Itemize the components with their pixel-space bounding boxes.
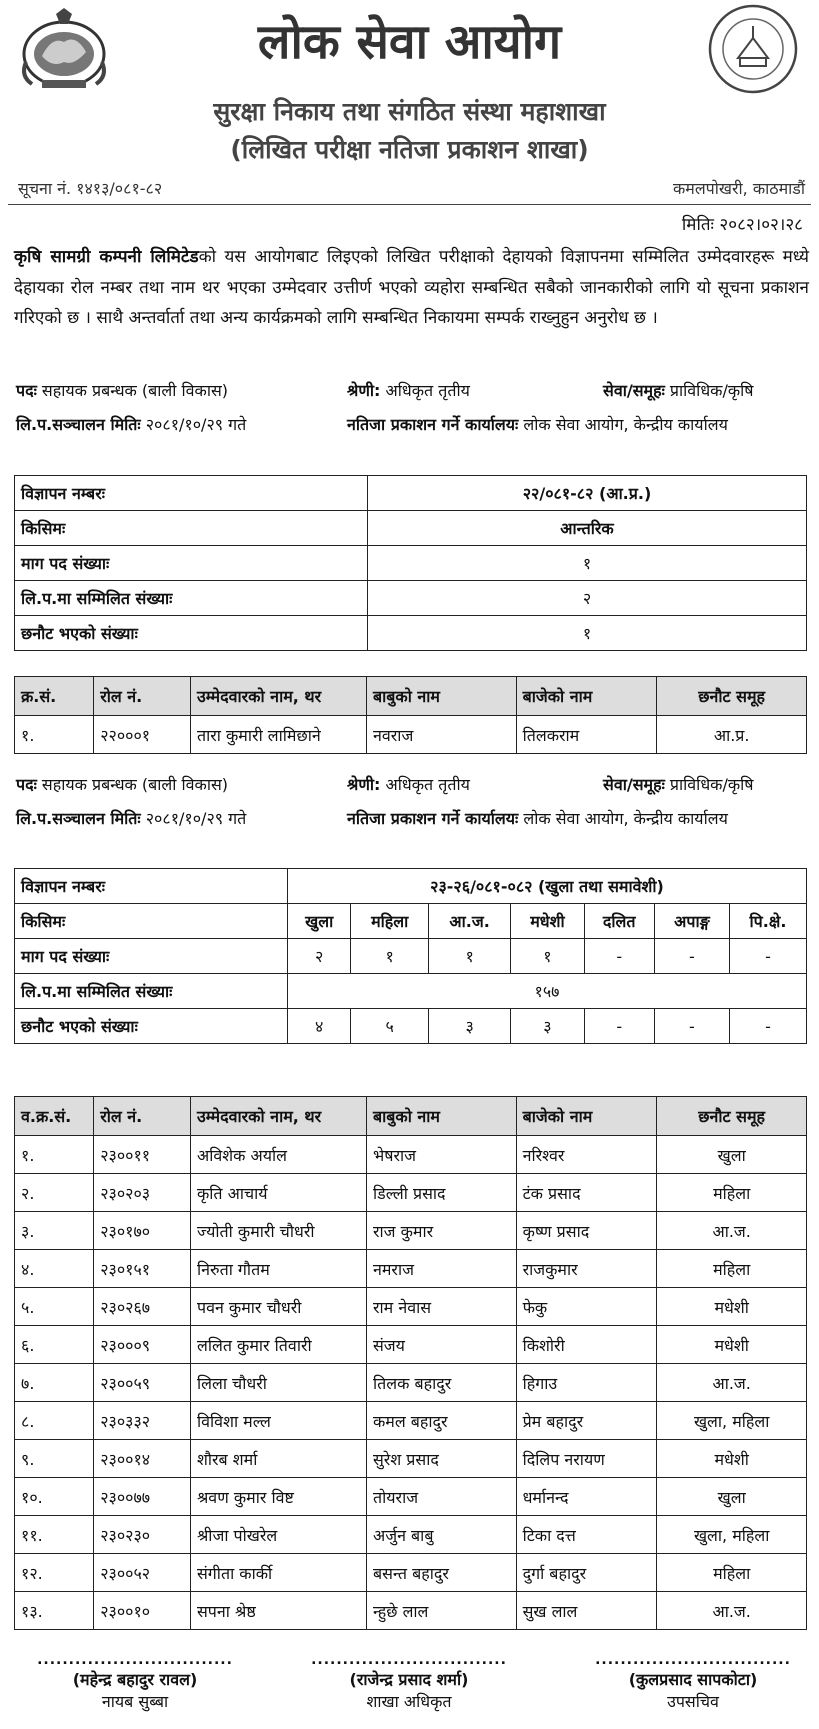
table-cell: कृति आचार्य (190, 1174, 366, 1212)
table-cell: न्हुछे लाल (366, 1592, 516, 1630)
table-cell: शौरब शर्मा (190, 1440, 366, 1478)
ad-label: माग पद संख्याः (15, 546, 368, 581)
column-header: उम्मेदवारको नाम, थर (190, 1097, 366, 1136)
table-cell: २३०२३० (94, 1516, 191, 1554)
signatory-name: (राजेन्द्र प्रसाद शर्मा) (349, 1670, 469, 1689)
ad-label: विज्ञापन नम्बरः (15, 476, 368, 511)
column-header: उम्मेदवारको नाम, थर (190, 677, 366, 716)
page-title: लोक सेवा आयोग (257, 14, 562, 70)
table-row (15, 1516, 807, 1554)
quota-type: महिला (351, 904, 428, 939)
table-cell: सपना श्रेष्ठ (190, 1592, 366, 1630)
page-subtitle-division: सुरक्षा निकाय तथा संगठित संस्था महाशाखा (213, 97, 606, 126)
column-header: रोल नं. (94, 1097, 191, 1136)
table-cell: सुरेश प्रसाद (366, 1440, 516, 1478)
table-cell: १. (15, 1136, 94, 1174)
table-cell: आ.ज. (657, 1212, 807, 1250)
signatory-name: (कुलप्रसाद सापकोटा) (628, 1670, 758, 1689)
quota-demand: १ (511, 939, 584, 974)
table-cell: १. (15, 716, 94, 754)
table-cell: टिका दत्त (516, 1516, 657, 1554)
table-cell: हिगाउ (516, 1364, 657, 1402)
ad-value: २२/०८१-८२ (आ.प्र.) (368, 476, 807, 511)
table-row (15, 1250, 807, 1288)
ad-value: १ (368, 546, 807, 581)
column-header: व.क्र.सं. (15, 1097, 94, 1136)
table-cell: सुख लाल (516, 1592, 657, 1630)
table-cell: प्रेम बहादुर (516, 1402, 657, 1440)
quota-selected: ३ (511, 1009, 584, 1044)
signatory-title: उपसचिव (667, 1692, 719, 1711)
table-cell: नरिश्वर (516, 1136, 657, 1174)
table-cell: भेषराज (366, 1136, 516, 1174)
table-cell: १२. (15, 1554, 94, 1592)
signature-3: ............................... (कुलप्रसाद सापकोटा) उपसचिव (578, 1652, 808, 1712)
table-cell: ८. (15, 1402, 94, 1440)
ad-row (15, 581, 807, 616)
signatory-title: नायब सुब्बा (101, 1692, 169, 1711)
table-cell: ९. (15, 1440, 94, 1478)
table-cell: खुला, महिला (657, 1516, 807, 1554)
section1-ad-table (14, 475, 807, 651)
quota-demand: १ (351, 939, 428, 974)
ad-label: छनौट भएको संख्याः (15, 616, 368, 651)
table-cell: राजकुमार (516, 1250, 657, 1288)
table-cell: डिल्ली प्रसाद (366, 1174, 516, 1212)
table-cell: २. (15, 1174, 94, 1212)
table-cell: २३०१७० (94, 1212, 191, 1250)
table-cell: ११. (15, 1516, 94, 1554)
table-cell: कमल बहादुर (366, 1402, 516, 1440)
table-cell: टंक प्रसाद (516, 1174, 657, 1212)
table-row (15, 716, 807, 754)
section2-post: पदः सहायक प्रबन्धक (बाली विकास) (16, 775, 229, 794)
quota-type: मधेशी (511, 904, 584, 939)
ad-value: आन्तरिक (368, 511, 807, 546)
signature-1: ............................... (महेन्द्र बहादुर रावल) नायब सुब्बा (20, 1652, 250, 1712)
table-cell: २३०३३२ (94, 1402, 191, 1440)
ad-label: किसिमः (15, 511, 368, 546)
table-cell: लिला चौधरी (190, 1364, 366, 1402)
quota-demand: - (729, 939, 806, 974)
quota-selected: - (584, 1009, 654, 1044)
table-cell: मधेशी (657, 1326, 807, 1364)
table-cell: अर्जुन बाबु (366, 1516, 516, 1554)
quota-demand: - (584, 939, 654, 974)
section2-grade: श्रेणी: अधिकृत तृतीय (347, 775, 470, 794)
table-cell: धर्मानन्द (516, 1478, 657, 1516)
table-row (15, 1212, 807, 1250)
ad-number-value: २३-२६/०८१-०८२ (खुला तथा समावेशी) (288, 869, 807, 904)
ad-value: २ (368, 581, 807, 616)
intro-text: को यस आयोगबाट लिइएको लिखित परीक्षाको देहायको विज्ञापनमा सम्मिलित उम्मेदवारहरू मध्ये देहायका रोल नम्बर तथा नाम थर भएका उम्मेदवार उत्तीर्ण भएको व्यहोरा सम्बन्धित सबैको जानकारीको लागि यो सूचना प्रकाशन गरिएको छ । साथै अन्तर्वार्ता तथा अन्य कार्यक्रमको लागि सम्बन्धित निकायमा सम्पर्क राख्नुहुन अनुरोध छ । (14, 247, 809, 328)
table-cell: राज कुमार (366, 1212, 516, 1250)
table-row (15, 1364, 807, 1402)
section1-results-table (14, 676, 807, 754)
table-cell: ६. (15, 1326, 94, 1364)
ad-row (15, 616, 807, 651)
table-cell: आ.ज. (657, 1364, 807, 1402)
table-cell: २३०२०३ (94, 1174, 191, 1212)
section1-grade: श्रेणी: अधिकृत तृतीय (347, 381, 470, 400)
section2-results-table (14, 1096, 807, 1630)
table-cell: ज्योती कुमारी चौधरी (190, 1212, 366, 1250)
table-cell: १३. (15, 1592, 94, 1630)
table-cell: ललित कुमार तिवारी (190, 1326, 366, 1364)
quota-demand: २ (288, 939, 351, 974)
table-cell: विविशा मल्ल (190, 1402, 366, 1440)
table-cell: २३००१४ (94, 1440, 191, 1478)
table-cell: अविशेक अर्याल (190, 1136, 366, 1174)
page-subtitle-section: (लिखित परीक्षा नतिजा प्रकाशन शाखा) (230, 135, 589, 164)
table-row (15, 1288, 807, 1326)
quota-selected: ५ (351, 1009, 428, 1044)
table-cell: मधेशी (657, 1288, 807, 1326)
ad-demand-label: माग पद संख्याः (15, 939, 288, 974)
quota-selected: - (654, 1009, 729, 1044)
table-cell: २३०००९ (94, 1326, 191, 1364)
column-header: बाबुको नाम (366, 677, 516, 716)
table-cell: दुर्गा बहादुर (516, 1554, 657, 1592)
table-cell: २३००१० (94, 1592, 191, 1630)
quota-selected: ३ (428, 1009, 510, 1044)
signature-2: ............................... (राजेन्द्र प्रसाद शर्मा) शाखा अधिकृत (294, 1652, 524, 1712)
table-cell: पवन कुमार चौधरी (190, 1288, 366, 1326)
table-cell: नमराज (366, 1250, 516, 1288)
table-cell: महिला (657, 1174, 807, 1212)
quota-selected: - (729, 1009, 806, 1044)
section2-office: नतिजा प्रकाशन गर्ने कार्यालयः लोक सेवा आयोग, केन्द्रीय कार्यालय (347, 809, 728, 828)
quota-demand: - (654, 939, 729, 974)
table-cell: २३०१५१ (94, 1250, 191, 1288)
table-cell: २३००५२ (94, 1554, 191, 1592)
quota-type: दलित (584, 904, 654, 939)
ad-appeared-value: १५७ (288, 974, 807, 1009)
table-cell: ५. (15, 1288, 94, 1326)
column-header: बाजेको नाम (516, 677, 657, 716)
table-cell: तिलक बहादुर (366, 1364, 516, 1402)
signatory-title: शाखा अधिकृत (366, 1692, 452, 1711)
table-cell: निरुता गौतम (190, 1250, 366, 1288)
ad-type-label: किसिमः (15, 904, 288, 939)
table-row (15, 1136, 807, 1174)
ad-label: लि.प.मा सम्मिलित संख्याः (15, 581, 368, 616)
quota-type: अपाङ्ग (654, 904, 729, 939)
ad-row (15, 511, 807, 546)
table-cell: २३००७७ (94, 1478, 191, 1516)
ad-appeared-label: लि.प.मा सम्मिलित संख्याः (15, 974, 288, 1009)
table-row (15, 1402, 807, 1440)
table-cell: तारा कुमारी लामिछाने (190, 716, 366, 754)
table-cell: खुला (657, 1478, 807, 1516)
column-header: बाबुको नाम (366, 1097, 516, 1136)
ad-row (15, 546, 807, 581)
section1-exam-date: लि.प.सञ्चालन मितिः २०८१/१०/२९ गते (16, 415, 247, 434)
column-header: क्र.सं. (15, 677, 94, 716)
column-header: रोल नं. (94, 677, 191, 716)
column-header: छनौट समूह (657, 677, 807, 716)
section2-service: सेवा/समूहः प्राविधिक/कृषि (603, 775, 754, 794)
signatory-name: (महेन्द्र बहादुर रावल) (72, 1670, 198, 1689)
table-row (15, 1592, 807, 1630)
table-cell: दिलिप नरायण (516, 1440, 657, 1478)
table-cell: २२०००१ (94, 716, 191, 754)
table-cell: २३०२६७ (94, 1288, 191, 1326)
quota-demand: १ (428, 939, 510, 974)
table-cell: आ.ज. (657, 1592, 807, 1630)
table-cell: किशोरी (516, 1326, 657, 1364)
table-row (15, 1326, 807, 1364)
quota-type: खुला (288, 904, 351, 939)
table-cell: महिला (657, 1250, 807, 1288)
notice-date: मितिः २०८२।०२।२८ (681, 215, 803, 235)
table-cell: फेकु (516, 1288, 657, 1326)
header-divider (8, 204, 811, 205)
column-header: छनौट समूह (657, 1097, 807, 1136)
section1-office: नतिजा प्रकाशन गर्ने कार्यालयः लोक सेवा आयोग, केन्द्रीय कार्यालय (347, 415, 728, 434)
table-cell: तिलकराम (516, 716, 657, 754)
column-header: बाजेको नाम (516, 1097, 657, 1136)
notice-number: सूचना नं. १४१३/०८१-८२ (18, 179, 163, 198)
table-row (15, 1174, 807, 1212)
table-row (15, 1440, 807, 1478)
table-cell: २३००११ (94, 1136, 191, 1174)
ad-value: १ (368, 616, 807, 651)
table-cell: श्रवण कुमार विष्ट (190, 1478, 366, 1516)
ad-row (15, 476, 807, 511)
table-row (15, 1478, 807, 1516)
quota-selected: ४ (288, 1009, 351, 1044)
section2-ad-table (14, 868, 807, 1044)
table-cell: बसन्त बहादुर (366, 1554, 516, 1592)
table-cell: ७. (15, 1364, 94, 1402)
quota-type: आ.ज. (428, 904, 510, 939)
table-cell: महिला (657, 1554, 807, 1592)
intro-paragraph (14, 242, 809, 334)
table-cell: कृष्ण प्रसाद (516, 1212, 657, 1250)
ad-selected-label: छनौट भएको संख्याः (15, 1009, 288, 1044)
table-cell: आ.प्र. (657, 716, 807, 754)
table-cell: तोयराज (366, 1478, 516, 1516)
section1-post: पदः सहायक प्रबन्धक (बाली विकास) (16, 381, 229, 400)
location: कमलपोखरी, काठमाडौं (672, 179, 805, 198)
table-cell: खुला (657, 1136, 807, 1174)
section2-exam-date: लि.प.सञ्चालन मितिः २०८१/१०/२९ गते (16, 809, 247, 828)
table-cell: १०. (15, 1478, 94, 1516)
table-cell: नवराज (366, 716, 516, 754)
table-cell: २३००५९ (94, 1364, 191, 1402)
quota-type: पि.क्षे. (729, 904, 806, 939)
table-row (15, 1554, 807, 1592)
company-name: कृषि सामग्री कम्पनी लिमिटेड (14, 247, 199, 267)
table-cell: खुला, महिला (657, 1402, 807, 1440)
table-cell: संजय (366, 1326, 516, 1364)
table-cell: श्रीजा पोखरेल (190, 1516, 366, 1554)
table-cell: मधेशी (657, 1440, 807, 1478)
table-cell: राम नेवास (366, 1288, 516, 1326)
ad-number-label: विज्ञापन नम्बरः (15, 869, 288, 904)
table-cell: संगीता कार्की (190, 1554, 366, 1592)
section1-service: सेवा/समूहः प्राविधिक/कृषि (603, 381, 754, 400)
table-cell: ३. (15, 1212, 94, 1250)
table-cell: ४. (15, 1250, 94, 1288)
